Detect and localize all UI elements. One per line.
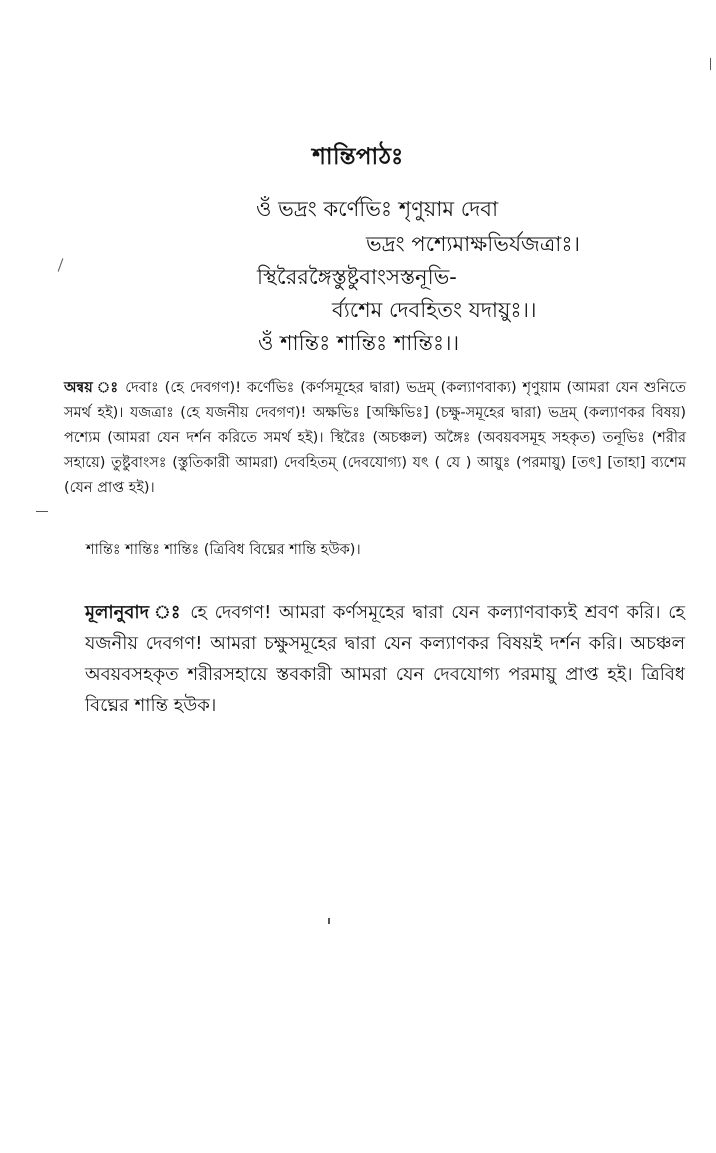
verse-line-2: ভদ্রং পশ্যেমাক্ষভির্যজত্রাঃ। bbox=[366, 232, 581, 256]
verse-line-4: র্ব্যশেম দেবহিতং যদায়ুঃ।। bbox=[332, 298, 537, 322]
shanti-line: শান্তিঃ শান্তিঃ শান্তিঃ (ত্রিবিধ বিঘ্নের শান্তি হউক)। bbox=[86, 542, 361, 558]
verse-line-1: ওঁ ভদ্রং কর্ণেভিঃ শৃণুয়াম দেবা bbox=[256, 197, 499, 221]
anvay-text: দেবাঃ (হে দেবগণ)! কর্ণেভিঃ (কর্ণসমূহের দ্বারা) ভদ্রম্ (কল্যাণবাক্য) শৃণুয়াম (আমরা যেন শুনিতে সমর্থ হই)। যজত্রাঃ (হে যজনীয় দেবগণ)! অক্ষভিঃ [অক্ষিভিঃ] (চক্ষু-সমূহের দ্বারা) ভদ্রম্ (কল্যাণকর বিষয়) পশ্যেম (আমরা যেন দর্শন করিতে সমর্থ হই)। স্থিরৈঃ (অচঞ্চল) অঙ্গৈঃ (অবয়বসমূহ সহকৃত) তনূভিঃ (শরীর সহায়ে) তুষ্টুবাংসঃ (স্তুতিকারী আমরা) দেবহিতম্ (দেবযোগ্য) যৎ ( যে ) আয়ুঃ (পরমায়ু) [তৎ] [তাহা] ব্যশেম (যেন প্রাপ্ত হই)। bbox=[64, 380, 687, 496]
anvay-label: অন্বয় ঃ bbox=[64, 380, 120, 396]
scan-speck bbox=[328, 918, 330, 924]
moola-label: মূলানুবাদ ঃ bbox=[85, 602, 183, 623]
moola-text: হে দেবগণ! আমরা কর্ণসমূহের দ্বারা যেন কল্যাণবাক্যই শ্রবণ করি। হে যজনীয় দেবগণ! আমরা চক্ষুসমূহের দ্বারা যেন কল্যাণকর বিষয়ই দর্শন করি। অচঞ্চল অবয়বসহকৃত শরীরসহায়ে স্তবকারী আমরা যেন দেবযোগ্য পরমায়ু প্রাপ্ত হই। ত্রিবিধ বিঘ্নের শান্তি হউক। bbox=[85, 602, 685, 716]
anvay-paragraph bbox=[64, 376, 686, 501]
scan-speck bbox=[36, 511, 48, 512]
scan-speck bbox=[58, 258, 64, 271]
page-title: শান্তিপাঠঃ bbox=[312, 144, 404, 170]
verse-line-5: ওঁ শান্তিঃ শান্তিঃ শান্তিঃ।। bbox=[258, 331, 460, 355]
verse-line-3: স্থিরৈরঙ্গৈস্তুষ্টুবাংসস্তনূভি- bbox=[257, 265, 457, 289]
moola-paragraph bbox=[85, 597, 685, 721]
scan-speck bbox=[710, 58, 711, 70]
